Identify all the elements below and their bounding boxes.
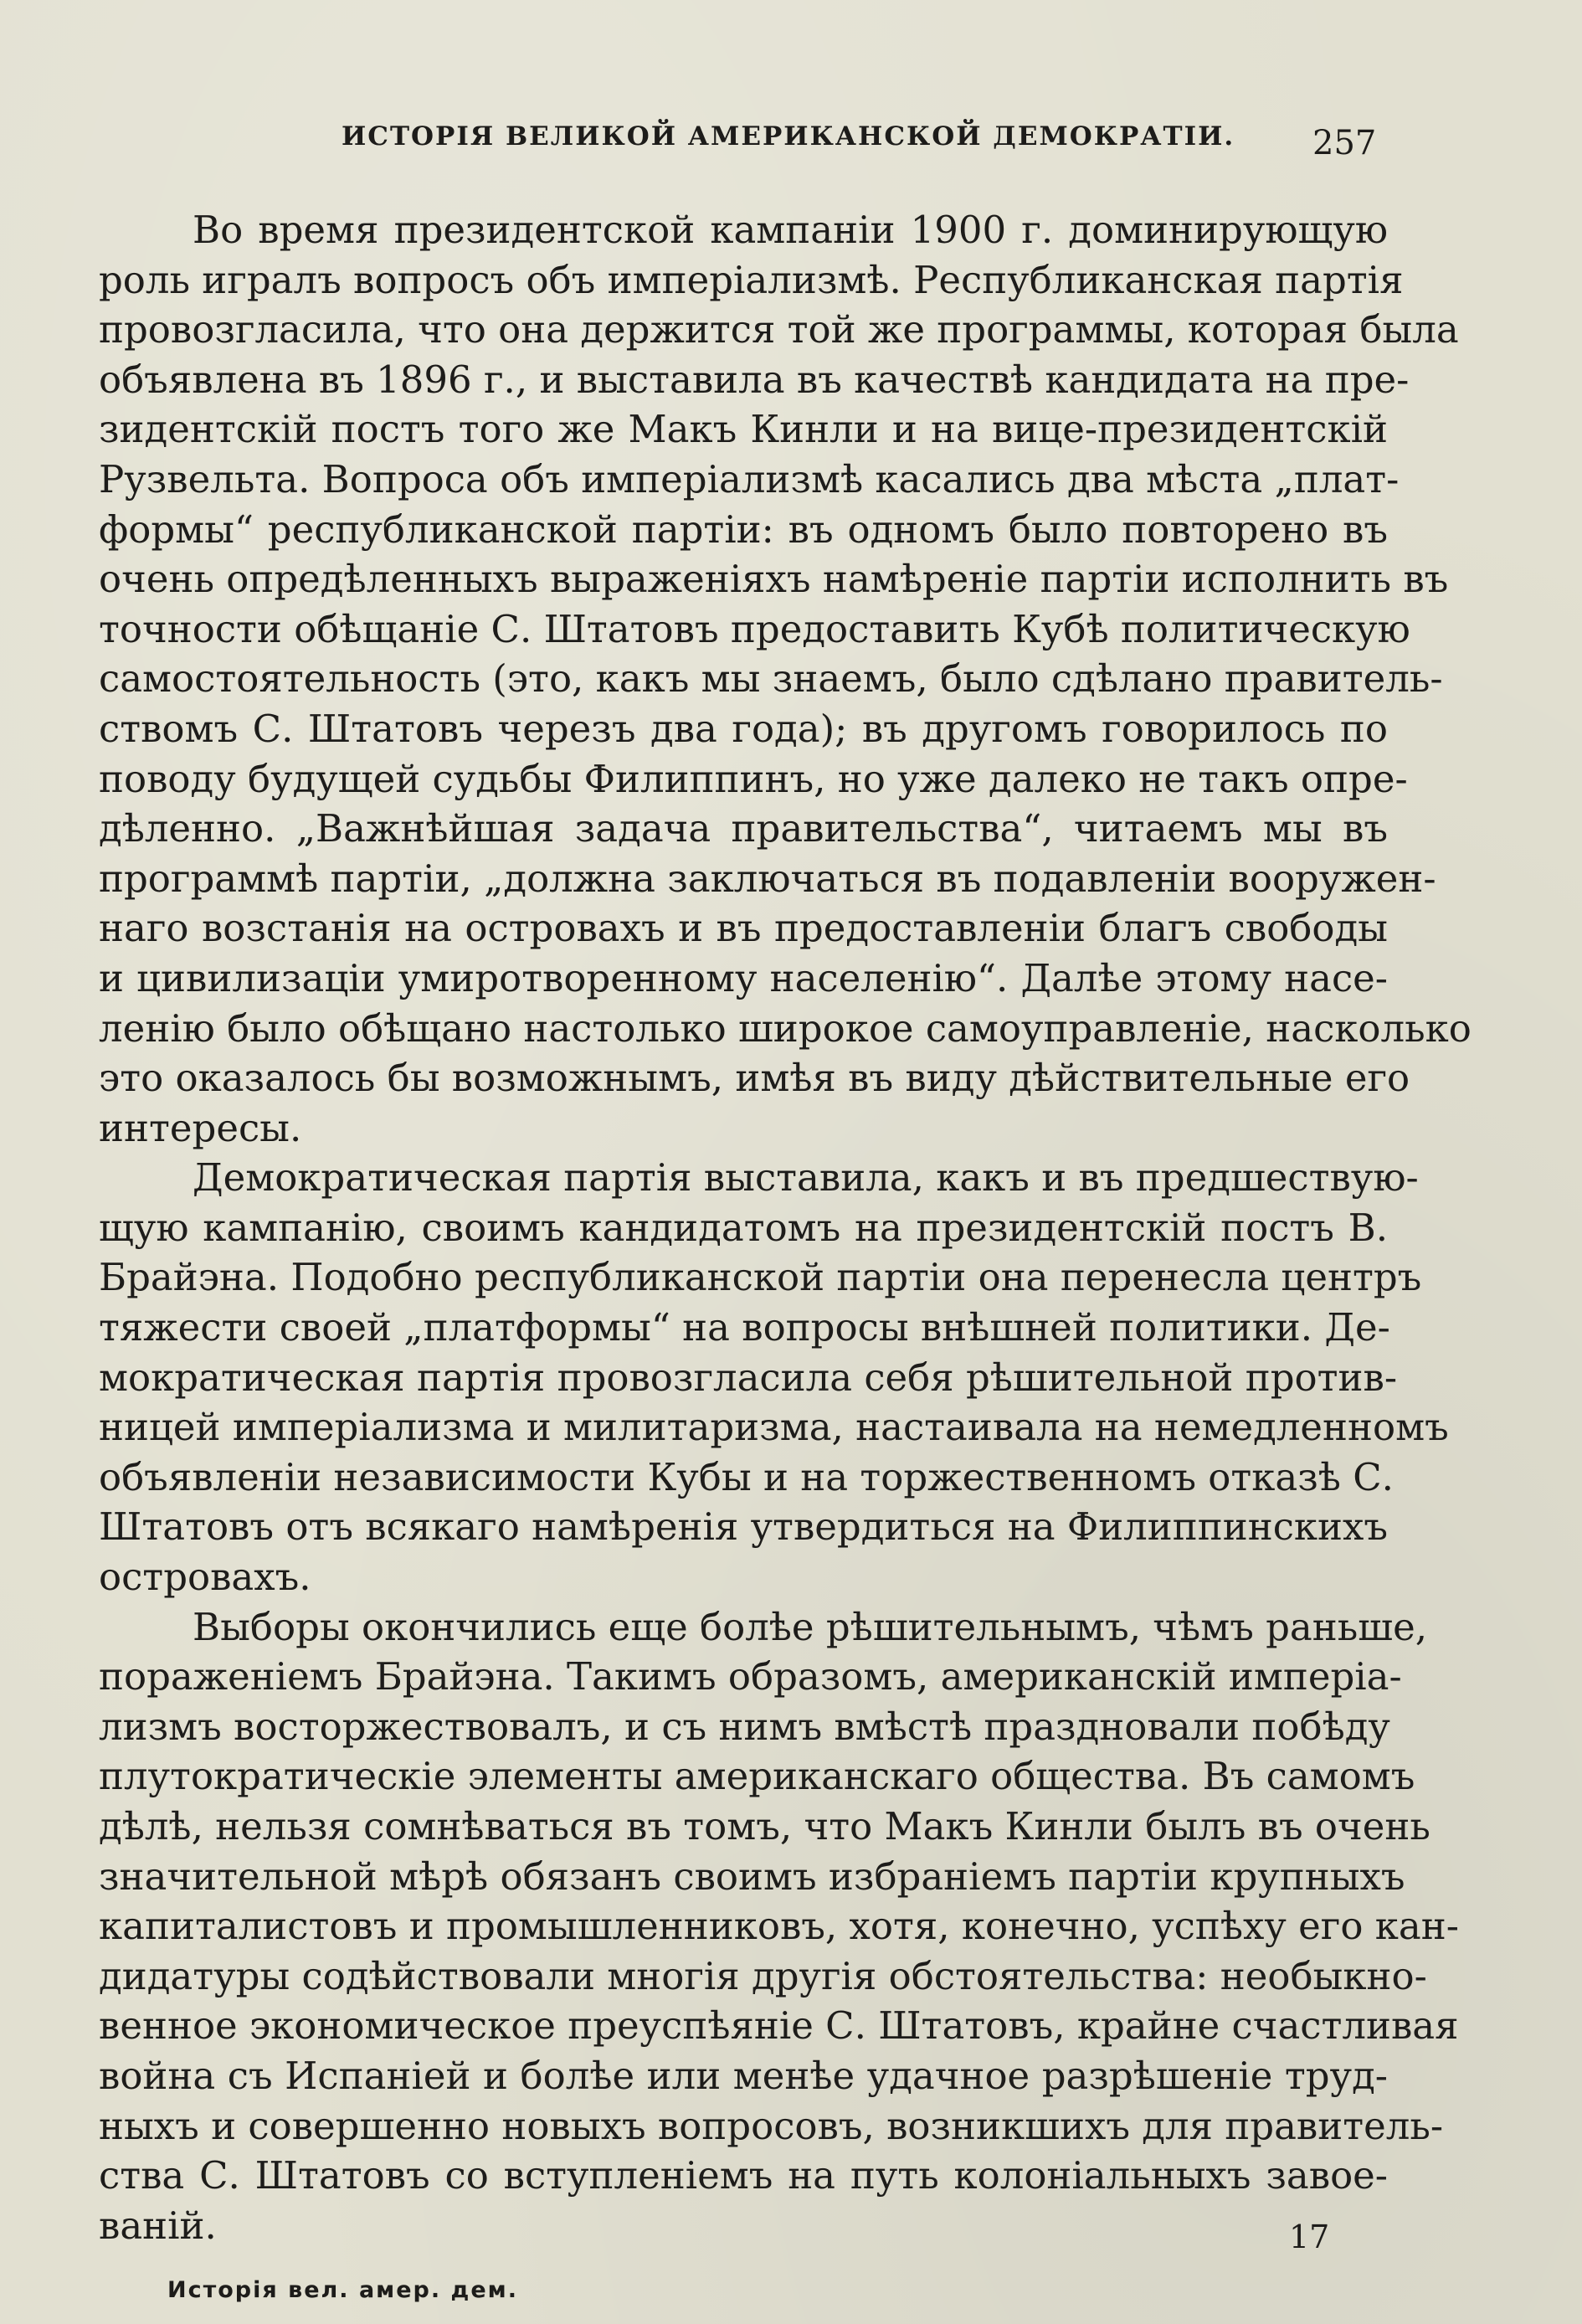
text-line: провозгласила, что она держится той же программы, которая была — [99, 307, 1459, 352]
text-line: Штатовъ отъ всякаго намѣренія утвердиться на Филиппинскихъ — [99, 1504, 1389, 1550]
text-line: капиталистовъ и промышленниковъ, хотя, конечно, успѣху его кан- — [99, 1904, 1459, 1949]
text-line: очень опредѣленныхъ выраженіяхъ намѣреніе партіи исполнить въ — [99, 557, 1449, 602]
text-line: венное экономическое преуспѣяніе С. Штатовъ, крайне счастливая — [99, 2003, 1459, 2049]
text-line: объявлена въ 1896 г., и выставила въ качествѣ кандидата на пре- — [99, 357, 1410, 402]
text-line: Демократическая партія выставила, какъ и въ предшествую- — [193, 1155, 1419, 1201]
text-line: дѣленно. „Важнѣйшая задача правительства“, читаемъ мы въ — [99, 806, 1388, 851]
text-line: пораженіемъ Брайэна. Такимъ образомъ, американскій имперіа- — [99, 1654, 1402, 1699]
text-line: Выборы окончились еще болѣе рѣшительнымъ, чѣмъ раньше, — [193, 1604, 1428, 1649]
text-line: ваній. — [99, 2203, 217, 2248]
text-line: война съ Испаніей и болѣе или менѣе удачное разрѣшеніе труд- — [99, 2053, 1388, 2098]
text-line: ленію было обѣщано настолько широкое самоуправленіе, насколько — [99, 1005, 1472, 1051]
paragraph-3 — [99, 1602, 1459, 2251]
running-head: ИСТОРІЯ ВЕЛИКОЙ АМЕРИКАНСКОЙ ДЕМОКРАТІИ. — [342, 121, 1235, 152]
text-line: щую кампанію, своимъ кандидатомъ на президентскій постъ В. — [99, 1205, 1388, 1250]
text-line: дидатуры содѣйствовали многія другія обстоятельства: необыкно- — [99, 1953, 1427, 1998]
text-line: ства С. Штатовъ со вступленіемъ на путь колоніальныхъ завое- — [99, 2153, 1388, 2198]
text-line: формы“ республиканской партіи: въ одномъ было повторено въ — [99, 506, 1388, 552]
text-line: Во время президентской кампаніи 1900 г. доминирующую — [193, 208, 1388, 252]
text-line: программѣ партіи, „должна заключаться въ подавленіи вооружен- — [99, 856, 1436, 901]
paragraph-2 — [99, 1153, 1449, 1602]
text-line: самостоятельность (это, какъ мы знаемъ, было сдѣлано правитель- — [99, 656, 1443, 702]
text-line: мократическая партія провозгласила себя рѣшительной против- — [99, 1355, 1398, 1400]
text-line: Брайэна. Подобно республиканской партіи она перенесла центръ — [99, 1255, 1422, 1300]
text-line: точности обѣщаніе С. Штатовъ предоставить Кубѣ политическую — [99, 606, 1410, 651]
text-line: тяжести своей „платформы“ на вопросы внѣшней политики. Де- — [99, 1305, 1390, 1350]
signature-mark: 17 — [1289, 2219, 1330, 2255]
text-line: поводу будущей судьбы Филиппинъ, но уже далеко не такъ опре- — [99, 756, 1408, 801]
text-line: плутократическіе элементы американскаго общества. Въ самомъ — [99, 1754, 1415, 1799]
paragraph-1 — [99, 205, 1472, 1153]
text-line: интересы. — [99, 1105, 302, 1150]
text-line: значительной мѣрѣ обязанъ своимъ избраніемъ партіи крупныхъ — [99, 1854, 1405, 1899]
text-line: дѣлѣ, нельзя сомнѣваться въ томъ, что Макъ Кинли былъ въ очень — [99, 1804, 1430, 1848]
text-line: зидентскій постъ того же Макъ Кинли и на вице-президентскій — [99, 407, 1388, 452]
text-line: роль игралъ вопросъ объ имперіализмѣ. Республиканская партія — [99, 257, 1404, 302]
text-line: ствомъ С. Штатовъ черезъ два года); въ другомъ говорилось по — [99, 706, 1388, 751]
text-line: лизмъ восторжествовалъ, и съ нимъ вмѣстѣ праздновали побѣду — [99, 1704, 1390, 1749]
body-text — [99, 205, 1472, 2250]
text-line: островахъ. — [99, 1555, 311, 1600]
text-line: ныхъ и совершенно новыхъ вопросовъ, возникшихъ для правитель- — [99, 2103, 1444, 2148]
text-line: это оказалось бы возможнымъ, имѣя въ виду дѣйствительные его — [99, 1056, 1410, 1101]
footer-note: Исторія вел. амер. дем. — [167, 2277, 518, 2303]
text-line: и цивилизаціи умиротворенному населенію“. Далѣе этому насе- — [99, 955, 1388, 1000]
text-line: Рузвельта. Вопроса объ имперіализмѣ касались два мѣста „плат- — [99, 456, 1400, 501]
page-number: 257 — [1312, 124, 1377, 162]
text-line: наго возстанія на островахъ и въ предоставленіи благъ свободы — [99, 906, 1388, 951]
text-line: объявленіи независимости Кубы и на торжественномъ отказѣ С. — [99, 1454, 1394, 1499]
text-line: ницей имперіализма и милитаризма, настаивала на немедленномъ — [99, 1405, 1449, 1450]
